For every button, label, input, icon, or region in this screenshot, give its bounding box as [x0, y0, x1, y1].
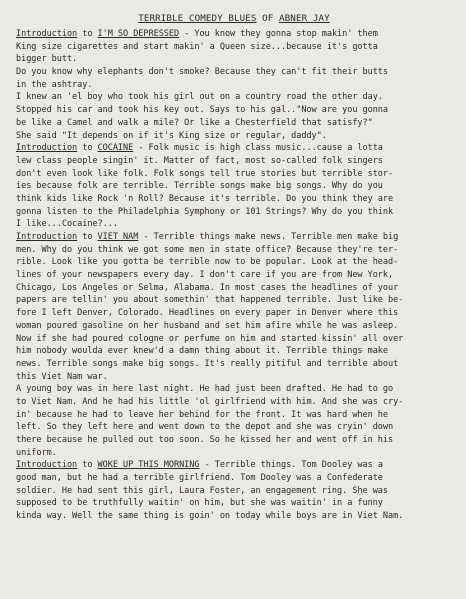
line-text: him nobody woulda ever knew'd a damn thing about it. Terrible things make — [16, 346, 388, 357]
text-line — [16, 66, 452, 79]
line-text: there because he pulled out too soon. So he kissed her and went off in his — [16, 435, 394, 445]
line-text: Chicago, Los Angeles or Selma, Alabama. In most cases the headlines of your — [16, 282, 399, 293]
text-line — [16, 91, 452, 104]
line-text: uniform. — [16, 447, 57, 458]
section-connector: to — [77, 143, 98, 154]
text-line — [16, 155, 452, 168]
song-title: VIET NAM — [97, 232, 139, 242]
line-text: Now if she had poured cologne or perfume on him and started kissin' all over — [16, 333, 404, 344]
text-line — [16, 142, 452, 155]
section-1 — [16, 28, 452, 142]
line-text: She said "It depends on if it's King size or regular, daddy". — [16, 130, 327, 141]
text-line — [16, 256, 452, 269]
line-text: news. Terrible songs make big songs. It's really pitiful and terrible about — [16, 358, 399, 369]
line-text: good man, but he had a terrible girlfriend. Tom Dooley was a Confederate — [16, 473, 383, 484]
page-title — [16, 13, 452, 25]
line-text: - Terrible things. Tom Dooley was a — [199, 460, 383, 471]
line-text: in the ashtray. — [16, 79, 93, 90]
section-4 — [16, 459, 452, 522]
text-line — [16, 320, 452, 333]
text-line — [16, 244, 452, 257]
text-line — [16, 472, 452, 485]
text-line — [16, 345, 452, 358]
line-text: think kids like Rock 'n Roll? Because it's terrible. Do you think they are — [16, 193, 394, 204]
text-line — [16, 409, 452, 422]
line-text: don't even look like folk. Folk songs tell true stories but terrible stor- — [16, 168, 394, 179]
text-line — [16, 79, 452, 92]
title-part-2: OF — [256, 13, 280, 24]
text-line — [16, 497, 452, 510]
text-line — [16, 485, 452, 498]
section-3 — [16, 231, 452, 459]
section-label: Introduction — [16, 232, 78, 242]
text-line — [16, 130, 452, 143]
line-text: King size cigarettes and start makin' a Queen size...because it's gotta — [16, 41, 378, 52]
line-text: gonna listen to the Philadelphia Symphony or 101 Strings? Why do you think — [16, 206, 394, 217]
song-title: I'M SO DEPRESSED — [97, 29, 180, 39]
body-text — [16, 28, 452, 523]
line-text: fore I left Denver, Colorado. Headlines on every paper in Denver where this — [16, 308, 399, 319]
text-line — [16, 193, 452, 206]
section-connector: to — [77, 29, 98, 39]
text-line — [16, 434, 452, 447]
title-part-3: ABNER JAY — [279, 13, 330, 24]
text-line — [16, 117, 452, 130]
song-title: COCAINE — [97, 143, 134, 154]
text-line — [16, 307, 452, 320]
line-text: in' because he had to leave her behind for the front. It was hard when he — [16, 409, 388, 420]
section-2 — [16, 142, 452, 231]
line-text: - Folk music is high class music...cause a lotta — [133, 143, 383, 154]
section-label: Introduction — [16, 460, 78, 471]
line-text: A young boy was in here last night. He had just been drafted. He had to go — [16, 384, 394, 395]
text-line — [16, 421, 452, 434]
line-text: bigger butt. — [16, 54, 78, 65]
line-text: to Viet Nam. And he had his little 'ol girlfriend with him. And she was cry- — [16, 396, 404, 407]
text-line — [16, 447, 452, 460]
text-line — [16, 53, 452, 66]
line-text: - You know they gonna stop makin' them — [179, 29, 378, 39]
line-text: - Terrible things make news. Terrible men make big — [138, 232, 399, 242]
song-title: WOKE UP THIS MORNING — [97, 460, 200, 471]
title-part-1: TERRIBLE COMEDY BLUES — [138, 13, 257, 24]
line-text: this Viet Nam war. — [16, 371, 108, 382]
text-line — [16, 333, 452, 346]
line-text: papers are tellin' you about somethin' that happened terrible. Just like be- — [16, 295, 404, 306]
line-text: I like...Cocaine?... — [16, 219, 118, 230]
section-label: Introduction — [16, 29, 78, 39]
text-line — [16, 294, 452, 307]
section-connector: to — [77, 460, 98, 471]
line-text: kinda way. Well the same thing is goin' on today while boys are in Viet Nam. — [16, 511, 404, 522]
line-text: men. Why do you think we got some men in state office? Because they're ter- — [16, 244, 399, 255]
section-label: Introduction — [16, 143, 78, 154]
line-text: woman poured gasoline on her husband and set him afire while he was asleep. — [16, 320, 399, 331]
line-text: be like a Camel and walk a mile? Or like a Chesterfield that satisfy?" — [16, 117, 373, 128]
text-line — [16, 28, 452, 41]
text-line — [16, 41, 452, 54]
line-text: lew class people singin' it. Matter of fact, most so-called folk singers — [16, 155, 383, 166]
line-text: rible. Look like you gotta be terrible now to be popular. Look at the head- — [16, 257, 399, 268]
text-line — [16, 168, 452, 181]
text-line — [16, 218, 452, 231]
line-text: Do you know why elephants don't smoke? Because they can't fit their butts — [16, 67, 388, 78]
text-line — [16, 510, 452, 523]
text-line — [16, 396, 452, 409]
text-line — [16, 206, 452, 219]
section-connector: to — [77, 232, 98, 242]
text-line — [16, 104, 452, 117]
text-line — [16, 358, 452, 371]
line-text: I knew an 'el boy who took his girl out on a country road the other day. — [16, 92, 383, 103]
text-line — [16, 383, 452, 396]
text-line — [16, 282, 452, 295]
line-text: left. So they left here and went down to the depot and she was cryin' down — [16, 422, 394, 433]
text-line — [16, 180, 452, 193]
line-text: soldier. He had sent this girl, Laura Foster, an engagement ring. She was — [16, 485, 388, 496]
line-text: ies because folk are terrible. Terrible songs make big songs. Why do you — [16, 181, 383, 192]
text-line — [16, 459, 452, 472]
text-line — [16, 231, 452, 244]
line-text: Stopped his car and took his key out. Says to his gal.."Now are you gonna — [16, 105, 388, 116]
text-line — [16, 269, 452, 282]
text-line — [16, 371, 452, 384]
line-text: lines of your newspapers every day. I don't care if you are from New York, — [16, 270, 394, 281]
line-text: supposed to be truthfully waitin' on him, but she was waitin' in a funny — [16, 498, 383, 509]
